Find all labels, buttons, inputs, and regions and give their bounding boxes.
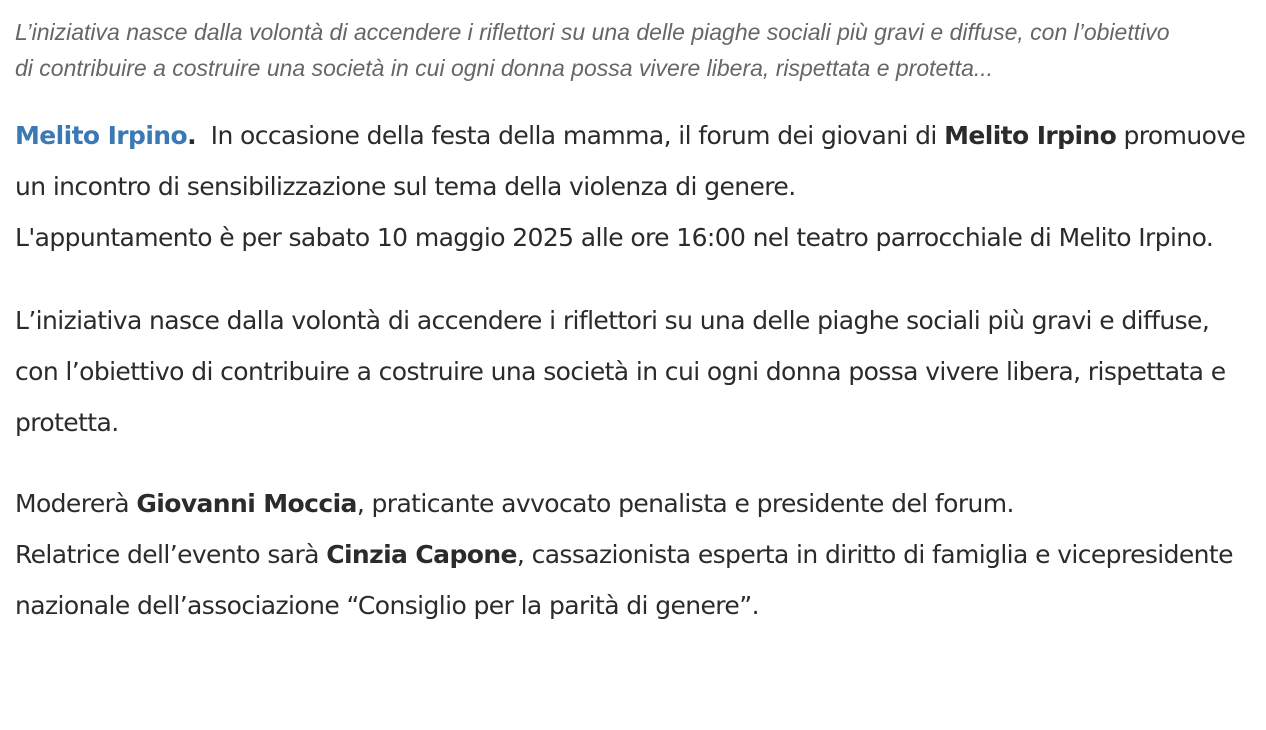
dateline-dot: .	[187, 121, 196, 150]
speaker-name: Cinzia Capone	[326, 540, 517, 569]
speaker-prefix: Relatrice dell’evento sarà	[15, 540, 327, 569]
intro-text: In occasione della festa della mamma, il forum dei giovani di	[195, 121, 945, 150]
article-lead: L’iniziativa nasce dalla volontà di accendere i riflettori su una delle piaghe sociali più gravi e diffuse, con l’obiettivo di contribuire a costruire una società in cui ogni donna possa vivere libera, rispettata e protetta...	[15, 19, 1170, 81]
paragraph-intro	[15, 110, 1251, 263]
moderator-role: , praticante avvocato penalista e presidente del forum.	[356, 489, 1014, 518]
speaker-role: , cassazionista esperta in diritto di famiglia e vicepresidente nazionale dell’associazione “Consiglio per la parità di genere”.	[15, 540, 1233, 620]
bold-melito-irpino: Melito Irpino	[944, 121, 1117, 150]
article	[15, 0, 1251, 631]
paragraph-speakers	[15, 478, 1251, 631]
moderator-name: Giovanni Moccia	[136, 489, 357, 518]
intro-text-2: promuove un incontro di sensibilizzazione sul tema della violenza di genere.	[15, 121, 1246, 201]
place-link-melito-irpino[interactable]: Melito Irpino	[15, 121, 188, 150]
moderator-prefix: Modererà	[15, 489, 137, 518]
paragraph-initiative: L’iniziativa nasce dalla volontà di accendere i riflettori su una delle piaghe sociali più gravi e diffuse, con l’obiettivo di contribuire a costruire una società in cui ogni donna possa vivere libera, rispettata e protetta.	[15, 306, 1226, 437]
article-body	[15, 110, 1251, 631]
appointment-text: L'appuntamento è per sabato 10 maggio 2025 alle ore 16:00 nel teatro parrocchiale di Melito Irpino.	[15, 223, 1214, 252]
